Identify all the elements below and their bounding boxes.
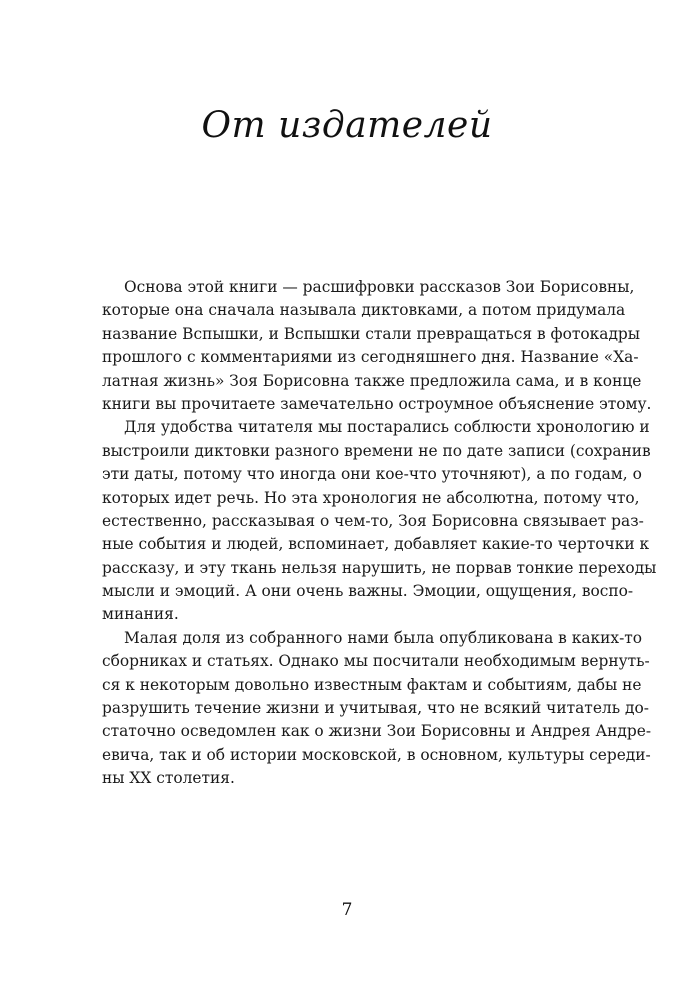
text-line: естественно, рассказывая о чем-то, Зоя Борисовна связывает раз-	[102, 511, 644, 530]
chapter-title: От издателей	[201, 105, 493, 146]
text-line: ные события и людей, вспоминает, добавляет какие-то черточки к	[102, 535, 650, 554]
text-line: мысли и эмоций. А они очень важны. Эмоции, ощущения, воспо-	[102, 582, 634, 601]
paragraph-1	[102, 276, 652, 416]
text-line: рассказу, и эту ткань нельзя нарушить, не порвав тонкие переходы	[102, 558, 657, 577]
text-line: ны XX столетия.	[102, 769, 235, 788]
body-text	[102, 276, 657, 791]
text-line: книги вы прочитаете замечательно остроумное объяснение этому.	[102, 394, 652, 413]
page-number: 7	[341, 900, 353, 920]
paragraph-3	[102, 627, 652, 791]
text-line: сборниках и статьях. Однако мы посчитали необходимым вернуть-	[102, 652, 650, 671]
text-line: выстроили диктовки разного времени не по дате записи (сохранив	[102, 441, 651, 460]
text-line: эти даты, потому что иногда они кое-что уточняют), а по годам, о	[102, 465, 642, 484]
text-line: разрушить течение жизни и учитывая, что не всякий читатель до-	[102, 699, 649, 718]
text-line: которые она сначала называла диктовками, а потом придумала	[102, 301, 626, 320]
paragraph-2	[102, 416, 657, 627]
text-line: ся к некоторым довольно известным фактам и событиям, дабы не	[102, 675, 642, 694]
text-line: Малая доля из собранного нами была опубликована в каких-то	[124, 628, 643, 647]
text-line: евича, так и об истории московской, в основном, культуры середи-	[102, 745, 651, 764]
text-line: прошлого с комментариями из сегодняшнего дня. Название «Ха-	[102, 348, 639, 367]
text-line: которых идет речь. Но эта хронология не абсолютна, потому что,	[102, 488, 640, 507]
text-line: название Вспышки, и Вспышки стали превращаться в фотокадры	[102, 324, 641, 343]
text-line: латная жизнь» Зоя Борисовна также предложила сама, и в конце	[102, 371, 642, 390]
text-line: Основа этой книги — расшифровки рассказов Зои Борисовны,	[124, 278, 635, 296]
text-line: статочно осведомлен как о жизни Зои Борисовны и Андрея Андре-	[102, 722, 652, 741]
text-line: минания.	[102, 605, 179, 624]
text-line: Для удобства читателя мы постарались соблюсти хронологию и	[124, 418, 650, 437]
